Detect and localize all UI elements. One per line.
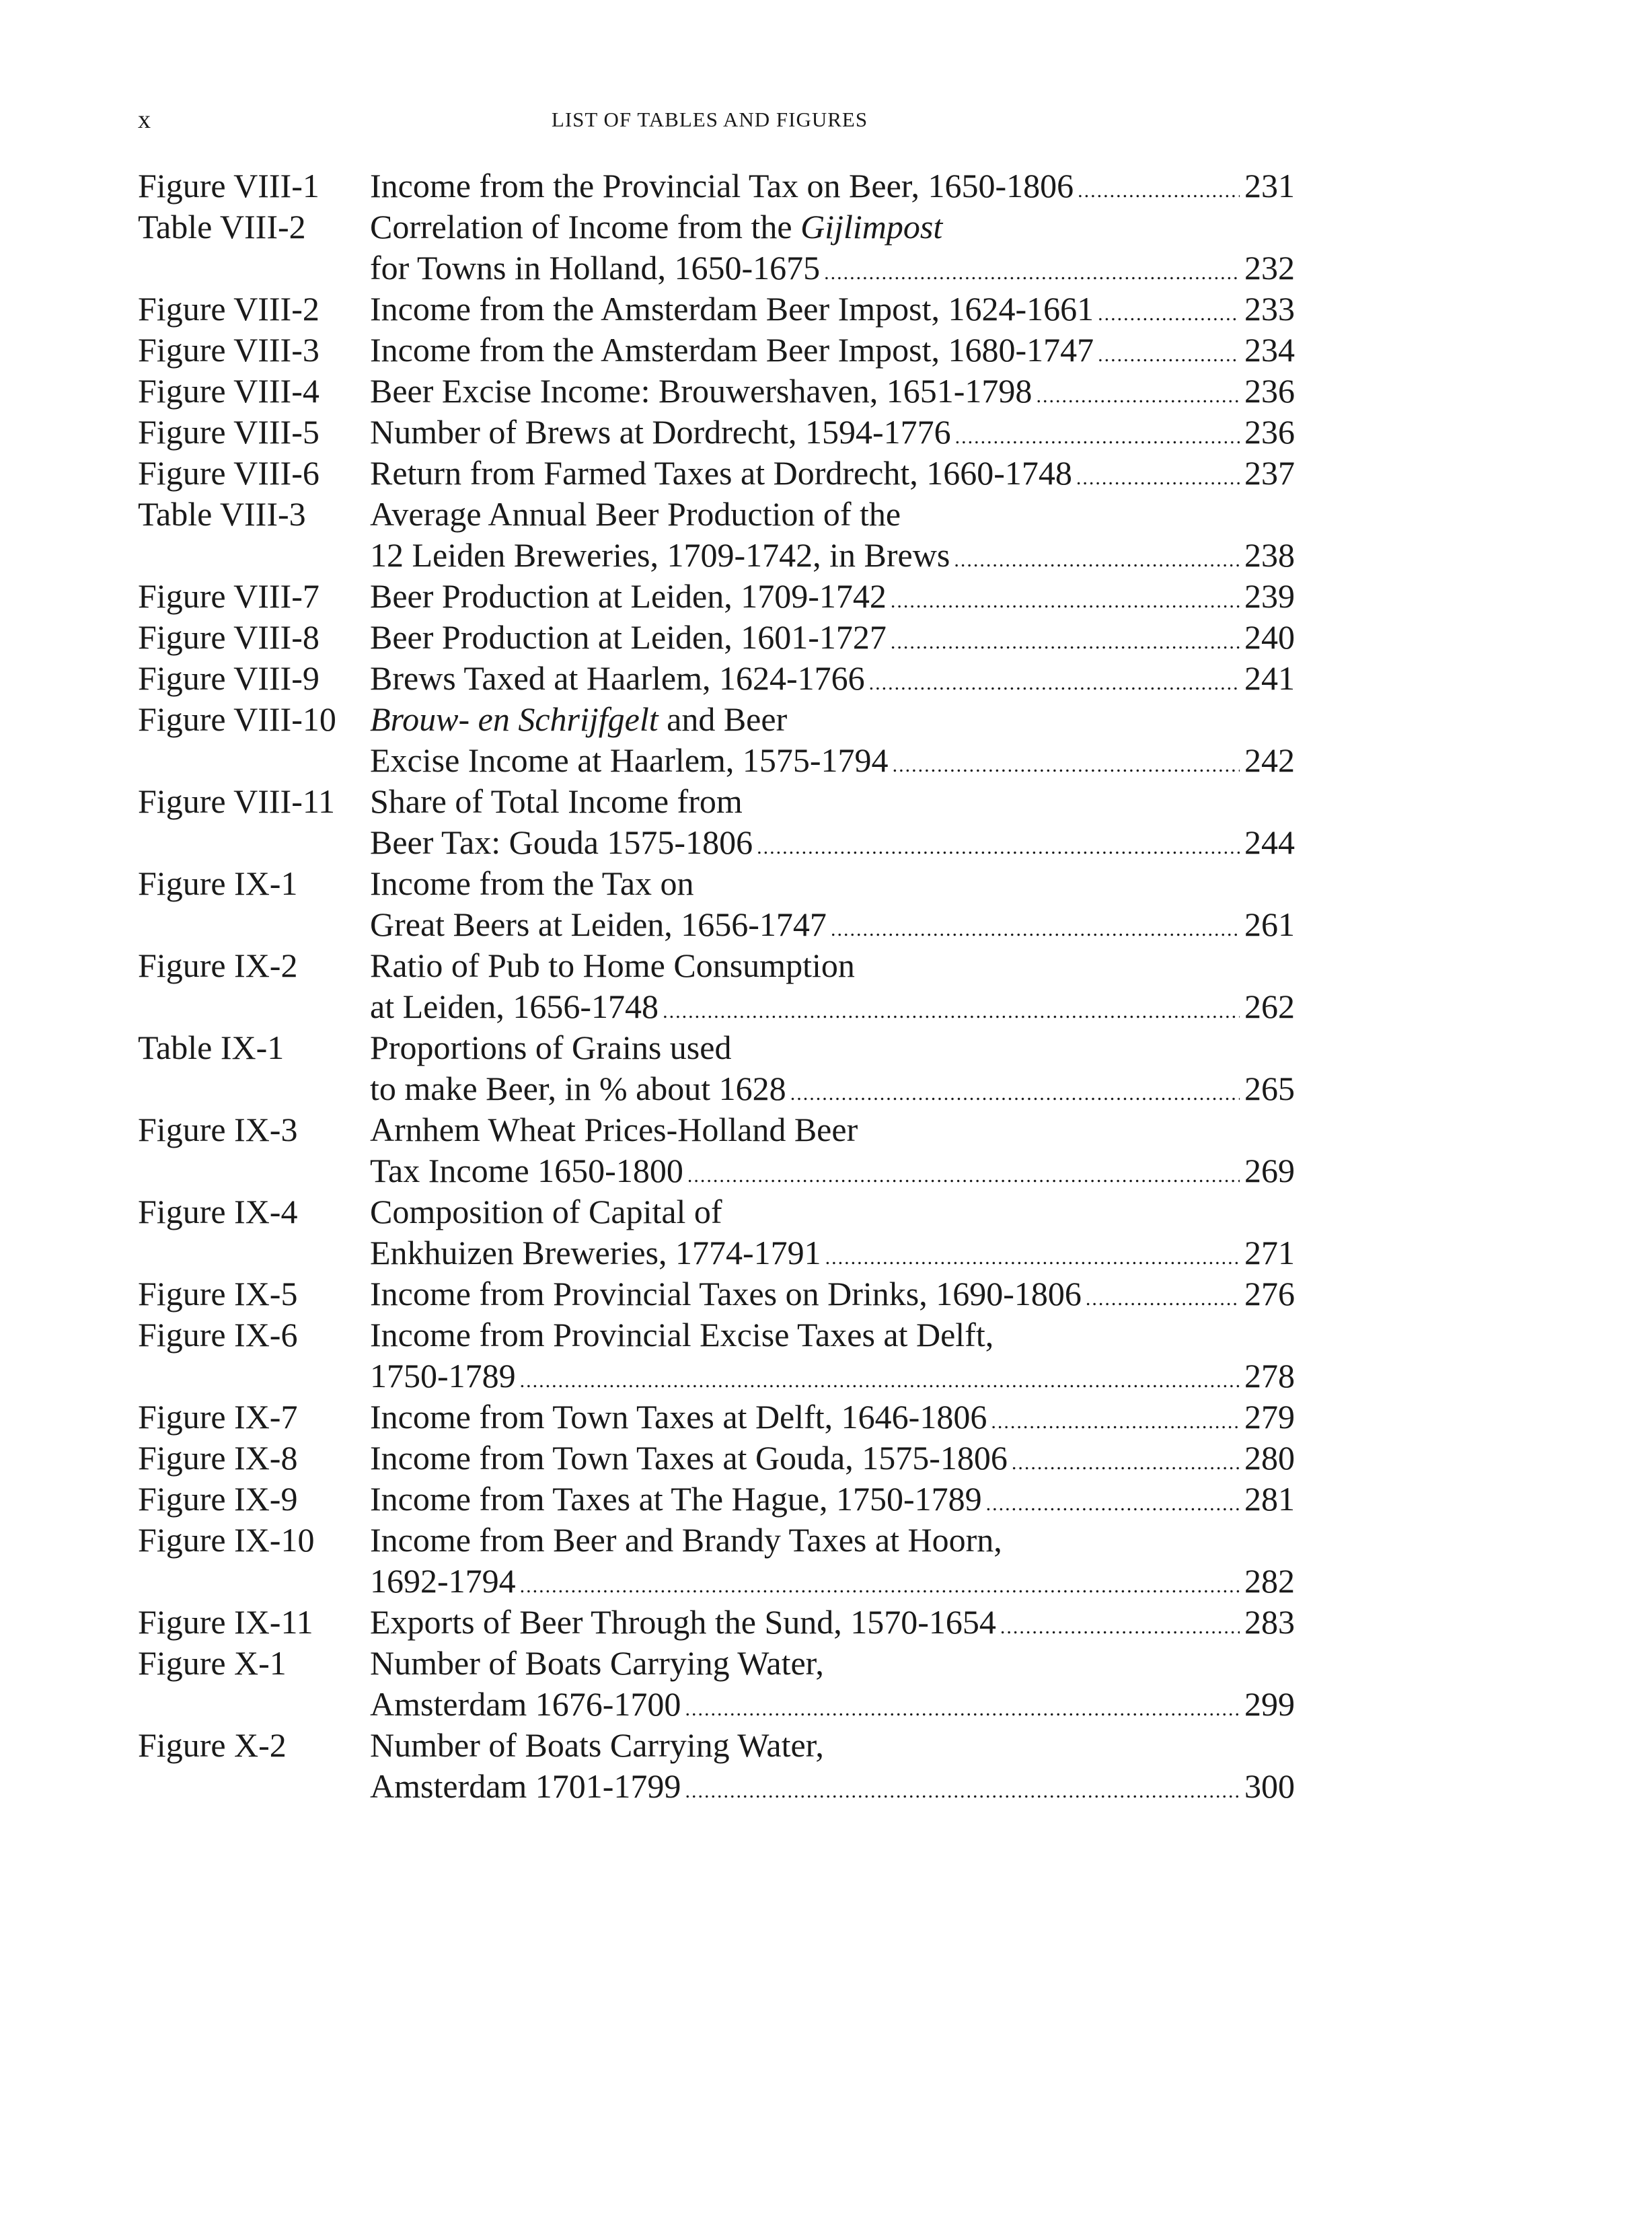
dot-leader <box>681 1771 1240 1812</box>
toc-entry <box>138 1273 1295 1315</box>
entry-label: Figure IX-5 <box>138 1275 298 1312</box>
toc-entry <box>138 207 1295 289</box>
dot-leader <box>753 827 1240 868</box>
toc-entry <box>138 1520 1295 1602</box>
toc-entry <box>138 658 1295 699</box>
toc-entry <box>138 412 1295 453</box>
dot-leader <box>951 416 1240 457</box>
page-number: x <box>138 106 151 134</box>
entry-title: Brews Taxed at Haarlem, 1624-1766 <box>370 659 865 697</box>
entry-title-line1: Income from the Tax on <box>370 864 694 902</box>
entry-page: 261 <box>1244 905 1295 943</box>
running-head: LIST OF TABLES AND FIGURES <box>551 108 868 131</box>
entry-page: 236 <box>1244 372 1295 410</box>
dot-leader <box>950 540 1240 581</box>
entry-title-line2: Amsterdam 1676-1700 <box>370 1685 681 1723</box>
entry-label: Figure IX-7 <box>138 1398 298 1436</box>
entry-page: 282 <box>1244 1562 1295 1600</box>
entry-title-line2: Enkhuizen Breweries, 1774-1791 <box>370 1234 821 1271</box>
dot-leader <box>1094 334 1240 375</box>
dot-leader <box>982 1483 1240 1524</box>
entry-title-line2: Excise Income at Haarlem, 1575-1794 <box>370 741 889 779</box>
entry-title-line2: at Leiden, 1656-1748 <box>370 988 659 1025</box>
toc-entry <box>138 1027 1295 1109</box>
entry-page: 244 <box>1244 823 1295 861</box>
entry-title-line2: 1692-1794 <box>370 1562 516 1600</box>
dot-leader <box>887 622 1240 663</box>
entry-title: Income from Town Taxes at Delft, 1646-1806 <box>370 1398 987 1436</box>
toc-entry <box>138 1397 1295 1438</box>
entry-title-line1: Brouw- en Schrijfgelt and Beer <box>370 700 788 738</box>
toc-entry <box>138 1315 1295 1397</box>
toc-entry <box>138 1725 1295 1807</box>
entry-label: Figure IX-4 <box>138 1193 298 1230</box>
entry-title-line1: Correlation of Income from the Gijlimpost <box>370 208 943 246</box>
dot-leader <box>1094 293 1240 334</box>
entry-page: 238 <box>1244 536 1295 574</box>
entry-title: Income from the Amsterdam Beer Impost, 1624-1661 <box>370 290 1094 328</box>
dot-leader <box>827 909 1240 950</box>
toc-entry <box>138 494 1295 576</box>
entry-label: Figure IX-8 <box>138 1439 298 1477</box>
entry-page: 237 <box>1244 454 1295 492</box>
entry-title: Income from Provincial Taxes on Drinks, 1690-1806 <box>370 1275 1082 1312</box>
entry-label: Figure X-1 <box>138 1644 287 1682</box>
entry-label: Figure VIII-6 <box>138 454 320 492</box>
entry-title: Return from Farmed Taxes at Dordrecht, 1660-1748 <box>370 454 1072 492</box>
dot-leader <box>1074 170 1240 211</box>
dot-leader <box>683 1155 1240 1196</box>
entry-page: 278 <box>1244 1357 1295 1395</box>
entry-label: Figure VIII-9 <box>138 659 320 697</box>
dot-leader <box>865 663 1240 704</box>
entry-title-line2: Tax Income 1650-1800 <box>370 1152 683 1189</box>
entry-label: Figure IX-1 <box>138 864 298 902</box>
entry-title-line2: to make Beer, in % about 1628 <box>370 1070 786 1107</box>
entry-label: Figure VIII-11 <box>138 782 335 820</box>
entry-page: 239 <box>1244 577 1295 615</box>
entry-title: Income from the Amsterdam Beer Impost, 1680-1747 <box>370 331 1094 369</box>
entry-title-line2: 1750-1789 <box>370 1357 516 1395</box>
toc-entry <box>138 289 1295 330</box>
entry-title: Income from Taxes at The Hague, 1750-1789 <box>370 1480 982 1518</box>
entry-label: Figure VIII-8 <box>138 618 320 656</box>
entry-page: 240 <box>1244 618 1295 656</box>
entry-title-line2: Amsterdam 1701-1799 <box>370 1767 681 1805</box>
dot-leader <box>820 252 1240 293</box>
entry-title: Number of Brews at Dordrecht, 1594-1776 <box>370 413 951 451</box>
entry-page: 232 <box>1244 249 1295 287</box>
entry-page: 269 <box>1244 1152 1295 1189</box>
toc-entry <box>138 1109 1295 1191</box>
entry-title-line1: Income from Beer and Brandy Taxes at Hoorn, <box>370 1521 1002 1559</box>
toc-entry <box>138 863 1295 945</box>
dot-leader <box>887 581 1240 622</box>
entry-page: 241 <box>1244 659 1295 697</box>
entry-title: Beer Production at Leiden, 1709-1742 <box>370 577 887 615</box>
dot-leader <box>987 1401 1240 1442</box>
entry-label: Figure VIII-3 <box>138 331 320 369</box>
toc-entry <box>138 453 1295 494</box>
list-of-tables-and-figures <box>138 165 1295 1807</box>
entry-page: 281 <box>1244 1480 1295 1518</box>
entry-page: 276 <box>1244 1275 1295 1312</box>
entry-label: Figure IX-2 <box>138 947 298 984</box>
entry-label: Table IX-1 <box>138 1029 285 1066</box>
entry-label: Figure VIII-4 <box>138 372 320 410</box>
toc-entry <box>138 1602 1295 1643</box>
entry-label: Figure VIII-1 <box>138 167 320 205</box>
entry-label: Figure IX-11 <box>138 1603 313 1641</box>
entry-label: Table VIII-2 <box>138 208 306 246</box>
entry-page: 300 <box>1244 1767 1295 1805</box>
entry-title-line1: Number of Boats Carrying Water, <box>370 1726 824 1764</box>
entry-title-line1: Composition of Capital of <box>370 1193 722 1230</box>
page-header <box>138 100 1281 140</box>
dot-leader <box>889 745 1240 786</box>
entry-page: 280 <box>1244 1439 1295 1477</box>
entry-page: 233 <box>1244 290 1295 328</box>
entry-title-line1: Proportions of Grains used <box>370 1029 732 1066</box>
toc-entry <box>138 330 1295 371</box>
entry-title-italic: Brouw- en Schrijfgelt <box>370 700 659 738</box>
entry-label: Table VIII-3 <box>138 495 306 533</box>
entry-title: Exports of Beer Through the Sund, 1570-1654 <box>370 1603 996 1641</box>
entry-title-line2: 12 Leiden Breweries, 1709-1742, in Brews <box>370 536 950 574</box>
entry-title-line1: Income from Provincial Excise Taxes at Delft, <box>370 1316 994 1354</box>
entry-title-line1: Ratio of Pub to Home Consumption <box>370 947 855 984</box>
entry-title-line1: Average Annual Beer Production of the <box>370 495 901 533</box>
dot-leader <box>1008 1442 1240 1483</box>
entry-title: Income from Town Taxes at Gouda, 1575-1806 <box>370 1439 1008 1477</box>
entry-page: 242 <box>1244 741 1295 779</box>
toc-entry <box>138 1479 1295 1520</box>
toc-entry <box>138 371 1295 412</box>
entry-label: Figure IX-10 <box>138 1521 315 1559</box>
dot-leader <box>1032 375 1240 416</box>
entry-title-line2: Great Beers at Leiden, 1656-1747 <box>370 905 827 943</box>
entry-page: 234 <box>1244 331 1295 369</box>
toc-entry <box>138 699 1295 781</box>
toc-entry <box>138 617 1295 658</box>
entry-page: 262 <box>1244 988 1295 1025</box>
entry-label: Figure IX-3 <box>138 1111 298 1148</box>
entry-page: 231 <box>1244 167 1295 205</box>
entry-label: Figure VIII-10 <box>138 700 336 738</box>
entry-title-line1: Number of Boats Carrying Water, <box>370 1644 824 1682</box>
entry-page: 265 <box>1244 1070 1295 1107</box>
entry-title: Beer Production at Leiden, 1601-1727 <box>370 618 887 656</box>
entry-title: Income from the Provincial Tax on Beer, 1650-1806 <box>370 167 1074 205</box>
dot-leader <box>821 1237 1240 1278</box>
entry-label: Figure IX-9 <box>138 1480 298 1518</box>
toc-entry <box>138 1438 1295 1479</box>
entry-page: 271 <box>1244 1234 1295 1271</box>
toc-entry <box>138 1643 1295 1725</box>
toc-entry <box>138 165 1295 207</box>
entry-title-line1: Arnhem Wheat Prices-Holland Beer <box>370 1111 858 1148</box>
toc-entry <box>138 576 1295 617</box>
entry-label: Figure IX-6 <box>138 1316 298 1354</box>
entry-label: Figure VIII-5 <box>138 413 320 451</box>
entry-title-italic: Gijlimpost <box>800 208 943 246</box>
entry-title-line2: Beer Tax: Gouda 1575-1806 <box>370 823 753 861</box>
dot-leader <box>681 1689 1240 1730</box>
dot-leader <box>786 1073 1240 1114</box>
dot-leader <box>516 1565 1240 1606</box>
dot-leader <box>659 991 1240 1032</box>
entry-page: 299 <box>1244 1685 1295 1723</box>
entry-title-line1: Share of Total Income from <box>370 782 743 820</box>
toc-entry <box>138 781 1295 863</box>
dot-leader <box>516 1360 1240 1401</box>
toc-entry <box>138 945 1295 1027</box>
entry-label: Figure VIII-7 <box>138 577 320 615</box>
toc-entry <box>138 1191 1295 1273</box>
entry-title-line2: for Towns in Holland, 1650-1675 <box>370 249 821 287</box>
entry-page: 236 <box>1244 413 1295 451</box>
entry-label: Figure VIII-2 <box>138 290 320 328</box>
entry-title: Beer Excise Income: Brouwershaven, 1651-1798 <box>370 372 1032 410</box>
dot-leader <box>1072 457 1240 498</box>
dot-leader <box>1082 1278 1240 1319</box>
entry-page: 279 <box>1244 1398 1295 1436</box>
entry-label: Figure X-2 <box>138 1726 287 1764</box>
entry-page: 283 <box>1244 1603 1295 1641</box>
dot-leader <box>996 1606 1240 1648</box>
